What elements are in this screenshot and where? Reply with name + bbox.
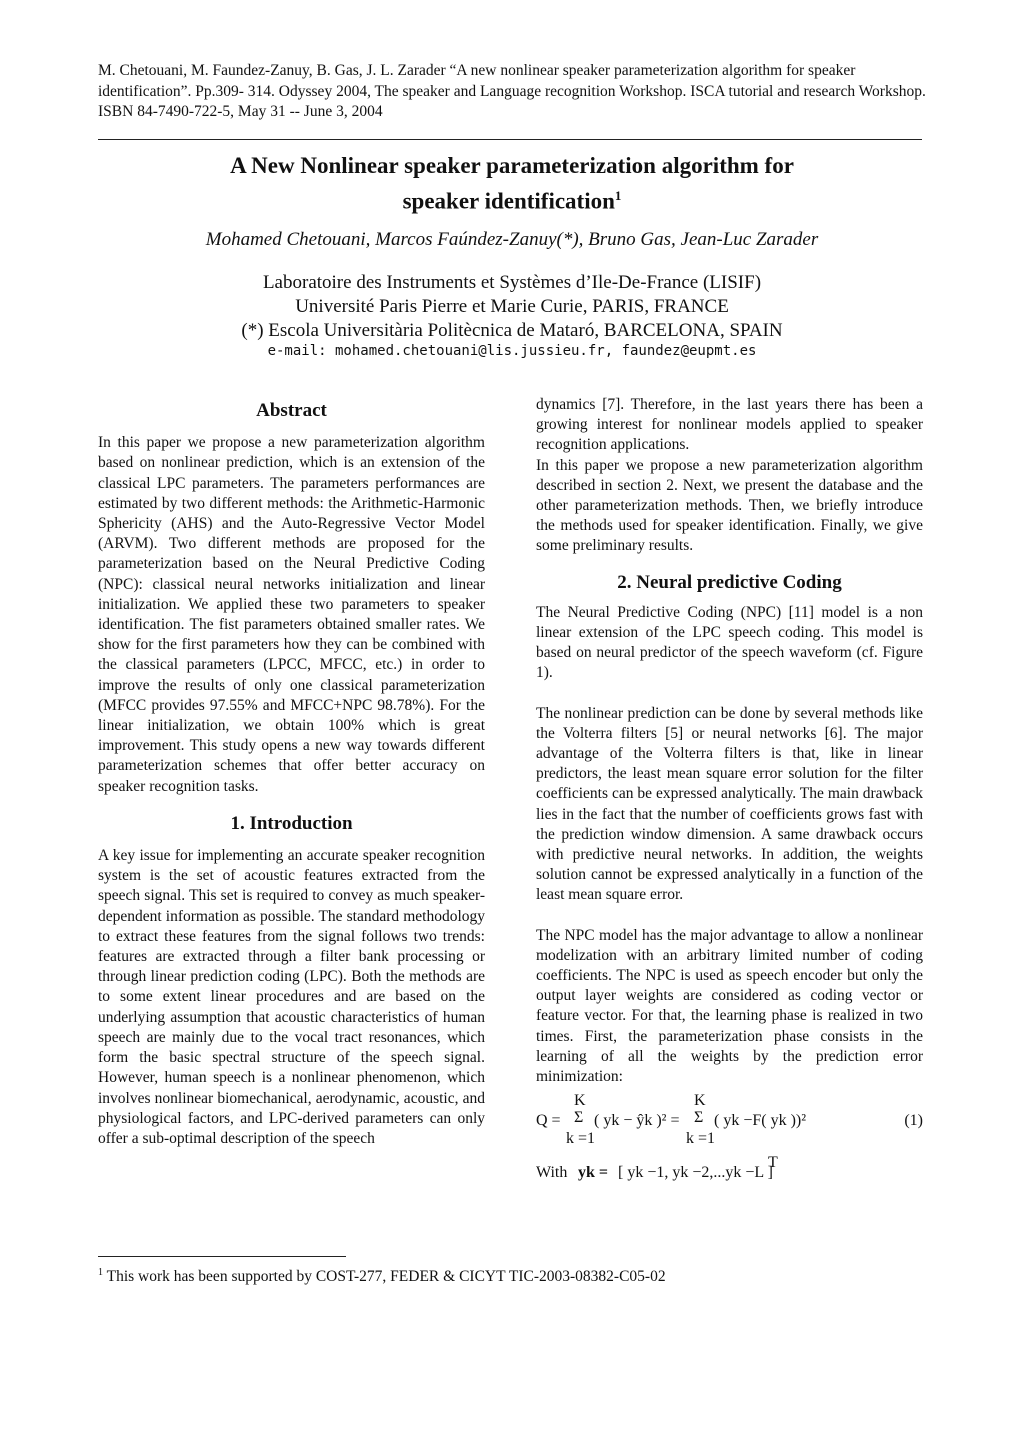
author-list: Mohamed Chetouani, Marcos Faúndez-Zanuy(*), Bruno Gas, Jean-Luc Zarader <box>205 229 819 250</box>
input-vector-definition <box>536 1153 923 1187</box>
npc-paragraph-2: The nonlinear prediction can be done by several methods like the Volterra filters [5] or neural networks [6]. The major advantage of the Volterra filters is that, like in linear predictors, the least mean square error solution for the filter coefficients can be expressed analytically. The main drawback lies in the fact that the number of coefficients grows fast with the prediction window dimension. A same drawback occurs with predictive neural networks. In addition, the weights solution cannot be expressed analytically in a function of the least mean square error. <box>536 704 923 904</box>
equation-term-1: ( yk − ŷk )² = <box>594 1112 680 1130</box>
paragraph-gap <box>536 684 923 704</box>
affiliation-line-3: (*) Escola Universitària Politècnica de Mataró, BARCELONA, SPAIN <box>241 320 783 341</box>
equation-1 <box>536 1091 923 1153</box>
vector-lhs: yk = <box>578 1164 609 1182</box>
contact-email: e-mail: mohamed.chetouani@lis.jussieu.fr, faundez@eupmt.es <box>267 343 757 359</box>
citation-header: M. Chetouani, M. Faundez-Zanuy, B. Gas, J. L. Zarader “A new nonlinear speaker parameterization algorithm for speaker identification”. Pp.309- 314. Odyssey 2004, The speaker and Language recognition Workshop. ISCA tutorial and research Workshop. ISBN 84-7490-722-5, May 31 -- June 3, 2004 <box>98 62 926 120</box>
with-label: With <box>536 1164 568 1182</box>
title-footnote-mark: 1 <box>614 188 622 203</box>
footnote-mark: 1 <box>98 1267 103 1278</box>
title-line-2-text: speaker identification <box>402 188 615 214</box>
footnote-text: This work has been supported by COST-277, FEDER & CICYT TIC-2003-08382-C05-02 <box>106 1268 666 1286</box>
right-column <box>536 395 923 1187</box>
sum-upper-limit-2: K <box>694 1092 706 1110</box>
title-line-2 <box>100 181 924 217</box>
equation-number: (1) <box>904 1112 923 1130</box>
title-line-1: A New Nonlinear speaker parameterization algorithm for <box>230 153 794 178</box>
sum-lower-limit-2: k =1 <box>686 1130 716 1148</box>
npc-paragraph-1: The Neural Predictive Coding (NPC) [11] model is a non linear extension of the LPC speech coding. This model is based on neural predictor of the speech waveform (cf. Figure 1). <box>536 603 923 682</box>
affiliations <box>100 271 924 359</box>
affiliation-line-1: Laboratoire des Instruments et Systèmes d’Ile-De-France (LISIF) <box>262 272 762 293</box>
abstract-text: In this paper we propose a new parameterization algorithm based on nonlinear prediction, which is an extension of the classical LPC parameters. The parameters performances are estimated by two different methods: the Arithmetic-Harmonic Sphericity (AHS) and the Auto-Regressive Vector Model (ARVM). Two different methods are proposed for the parameterization based on the Neural Predictive Coding (NPC): classical neural networks initialization and linear initialization. We applied these two parameters to speaker identification. The fist parameters obtained smaller rates. We show for the first parameters how they can be combined with the classical parameters (LPCC, MFCC, etc.) in order to improve the results of only one classical parameterization (MFCC provides 97.55% and MFCC+NPC 98.78%). For the linear initialization, we obtain 100% which is great improvement. This study opens a new way towards different parameterization schemes that offer better accuracy on speaker recognition tasks. <box>98 434 485 795</box>
introduction-heading: 1. Introduction <box>230 812 353 834</box>
affiliation-line-2: Université Paris Pierre et Marie Curie, PARIS, FRANCE <box>295 296 729 317</box>
npc-paragraph-3: The NPC model has the major advantage to allow a nonlinear modelization with an arbitrary limited number of coding coefficients. The NPC is used as speech encoder but only the output layer weights are considered as coding vector or feature vector. For that, the learning phase is realized in two times. First, the parameterization phase consists in the learning of all the weights by the prediction error minimization: <box>536 926 923 1086</box>
footnote <box>98 1267 922 1286</box>
paper-title <box>100 151 924 217</box>
transpose-mark: T <box>768 1154 778 1172</box>
sum-upper-limit-1: K <box>574 1092 586 1110</box>
sum-symbol-2: Σ <box>694 1109 704 1127</box>
vector-components: [ yk −1, yk −2,...yk −L ] <box>618 1164 773 1182</box>
left-column <box>98 395 485 1149</box>
abstract-heading: Abstract <box>256 400 327 421</box>
footnote-divider <box>98 1256 346 1257</box>
npc-heading: 2. Neural predictive Coding <box>617 571 842 593</box>
introduction-paragraph-1-continued: dynamics [7]. Therefore, in the last years there has been a growing interest for nonlinear models applied to speaker recognition applications. <box>536 396 923 454</box>
equation-term-2: ( yk −F( yk ))² <box>714 1112 807 1130</box>
sum-symbol-1: Σ <box>574 1109 584 1127</box>
paragraph-gap <box>536 906 923 926</box>
introduction-paragraph-1: A key issue for implementing an accurate speaker recognition system is the set of acoustic features extracted from the speech signal. This set is required to convey as much speaker-dependent information as possible. The standard methodology to extract these features from the signal follows two trends: features are extracted through a filter bank processing or through linear prediction coding (LPC). Both the methods are to some extent linear procedures and are based on the underlying assumption that acoustic characteristics of human speech are mainly due to the vocal tract resonances, which form the basic spectral structure of the speech signal. However, human speech is a nonlinear phenomenon, which involves nonlinear biomechanical, aerodynamic, acoustic, and physiological factors, and LPC-derived parameters can only offer a sub-optimal description of the speech <box>98 847 485 1147</box>
introduction-paragraph-2: In this paper we propose a new parameterization algorithm described in section 2. Next, we present the database and the other parameterization methods. Then, we briefly introduce the methods used for speaker identification. Finally, we give some preliminary results. <box>536 456 923 555</box>
sum-lower-limit-1: k =1 <box>566 1130 596 1148</box>
header-divider <box>98 139 922 140</box>
equation-lhs: Q = <box>536 1112 561 1130</box>
